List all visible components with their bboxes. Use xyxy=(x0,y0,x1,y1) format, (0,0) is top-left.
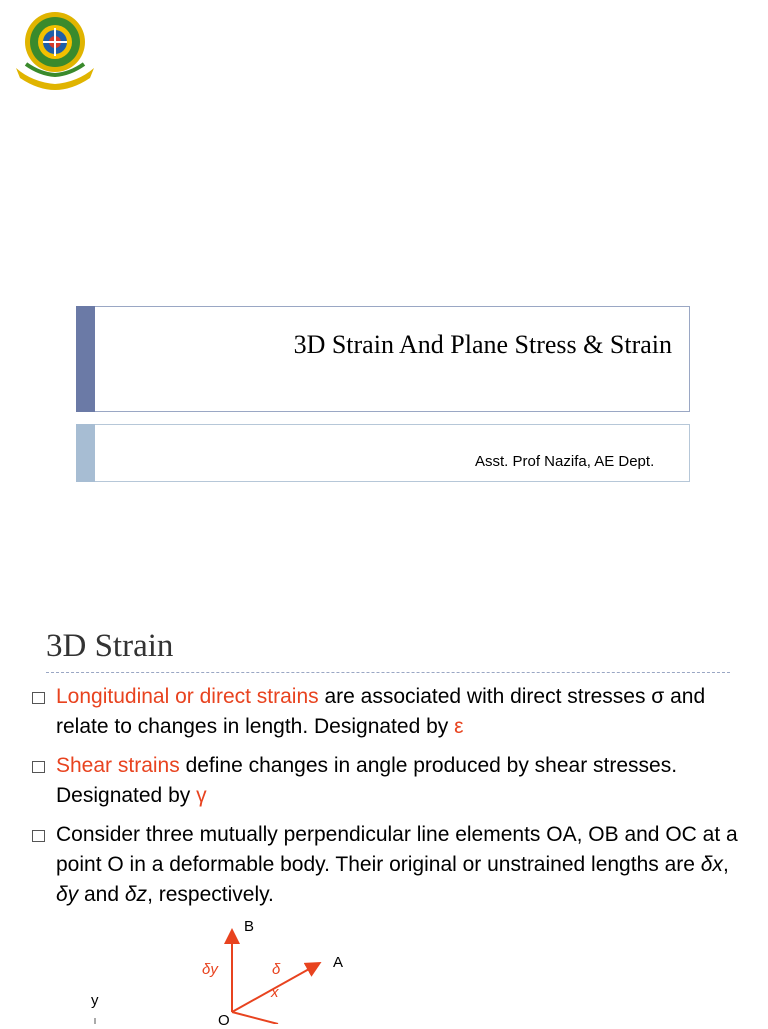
body-text: define changes in angle produced by shear stresses. Designated by xyxy=(56,754,678,807)
slide-title: 3D Strain And Plane Stress & Strain xyxy=(293,330,672,359)
bullet-icon xyxy=(32,830,45,842)
body-text: , respectively. xyxy=(147,883,274,906)
bullet-icon xyxy=(32,692,45,704)
author-text: Asst. Prof Nazifa, AE Dept. xyxy=(475,453,655,470)
label-delta-y: δy xyxy=(202,961,218,978)
label-y: y xyxy=(91,992,99,1009)
bullet-icon xyxy=(32,761,45,773)
delta-z: δz xyxy=(124,883,148,906)
label-o: O xyxy=(218,1012,230,1029)
bullet-text-longitudinal xyxy=(56,682,756,742)
shear-symbol: γ xyxy=(196,784,207,807)
label-x: x xyxy=(271,984,279,1001)
separator: and xyxy=(78,883,125,906)
university-seal-icon xyxy=(12,8,98,92)
bullet-text-consider xyxy=(56,820,756,910)
title-accent-bar xyxy=(76,306,95,412)
title-divider xyxy=(46,672,730,673)
delta-y: δy xyxy=(56,883,79,906)
highlight-text: Shear strains xyxy=(56,754,180,777)
strain-symbol: ε xyxy=(454,715,464,738)
bullet-text-shear xyxy=(56,751,756,811)
body-text: Consider three mutually perpendicular line elements OA, OB and OC at a point O in a deformable body. Their original or unstrained lengths are xyxy=(56,823,738,876)
strain-diagram xyxy=(0,910,768,1024)
body-text: are associated with direct stresses σ and relate to changes in length. Designated by xyxy=(56,685,706,738)
label-delta: δ xyxy=(272,961,281,978)
subtitle-accent-bar xyxy=(76,424,95,482)
delta-x: δx xyxy=(700,853,723,876)
label-a: A xyxy=(333,954,344,971)
label-b: B xyxy=(244,918,255,935)
section-title: 3D Strain xyxy=(46,628,174,664)
university-logo xyxy=(12,8,98,92)
line-oc xyxy=(232,1012,278,1024)
highlight-text: Longitudinal or direct strains xyxy=(56,685,319,708)
separator: , xyxy=(722,853,729,876)
